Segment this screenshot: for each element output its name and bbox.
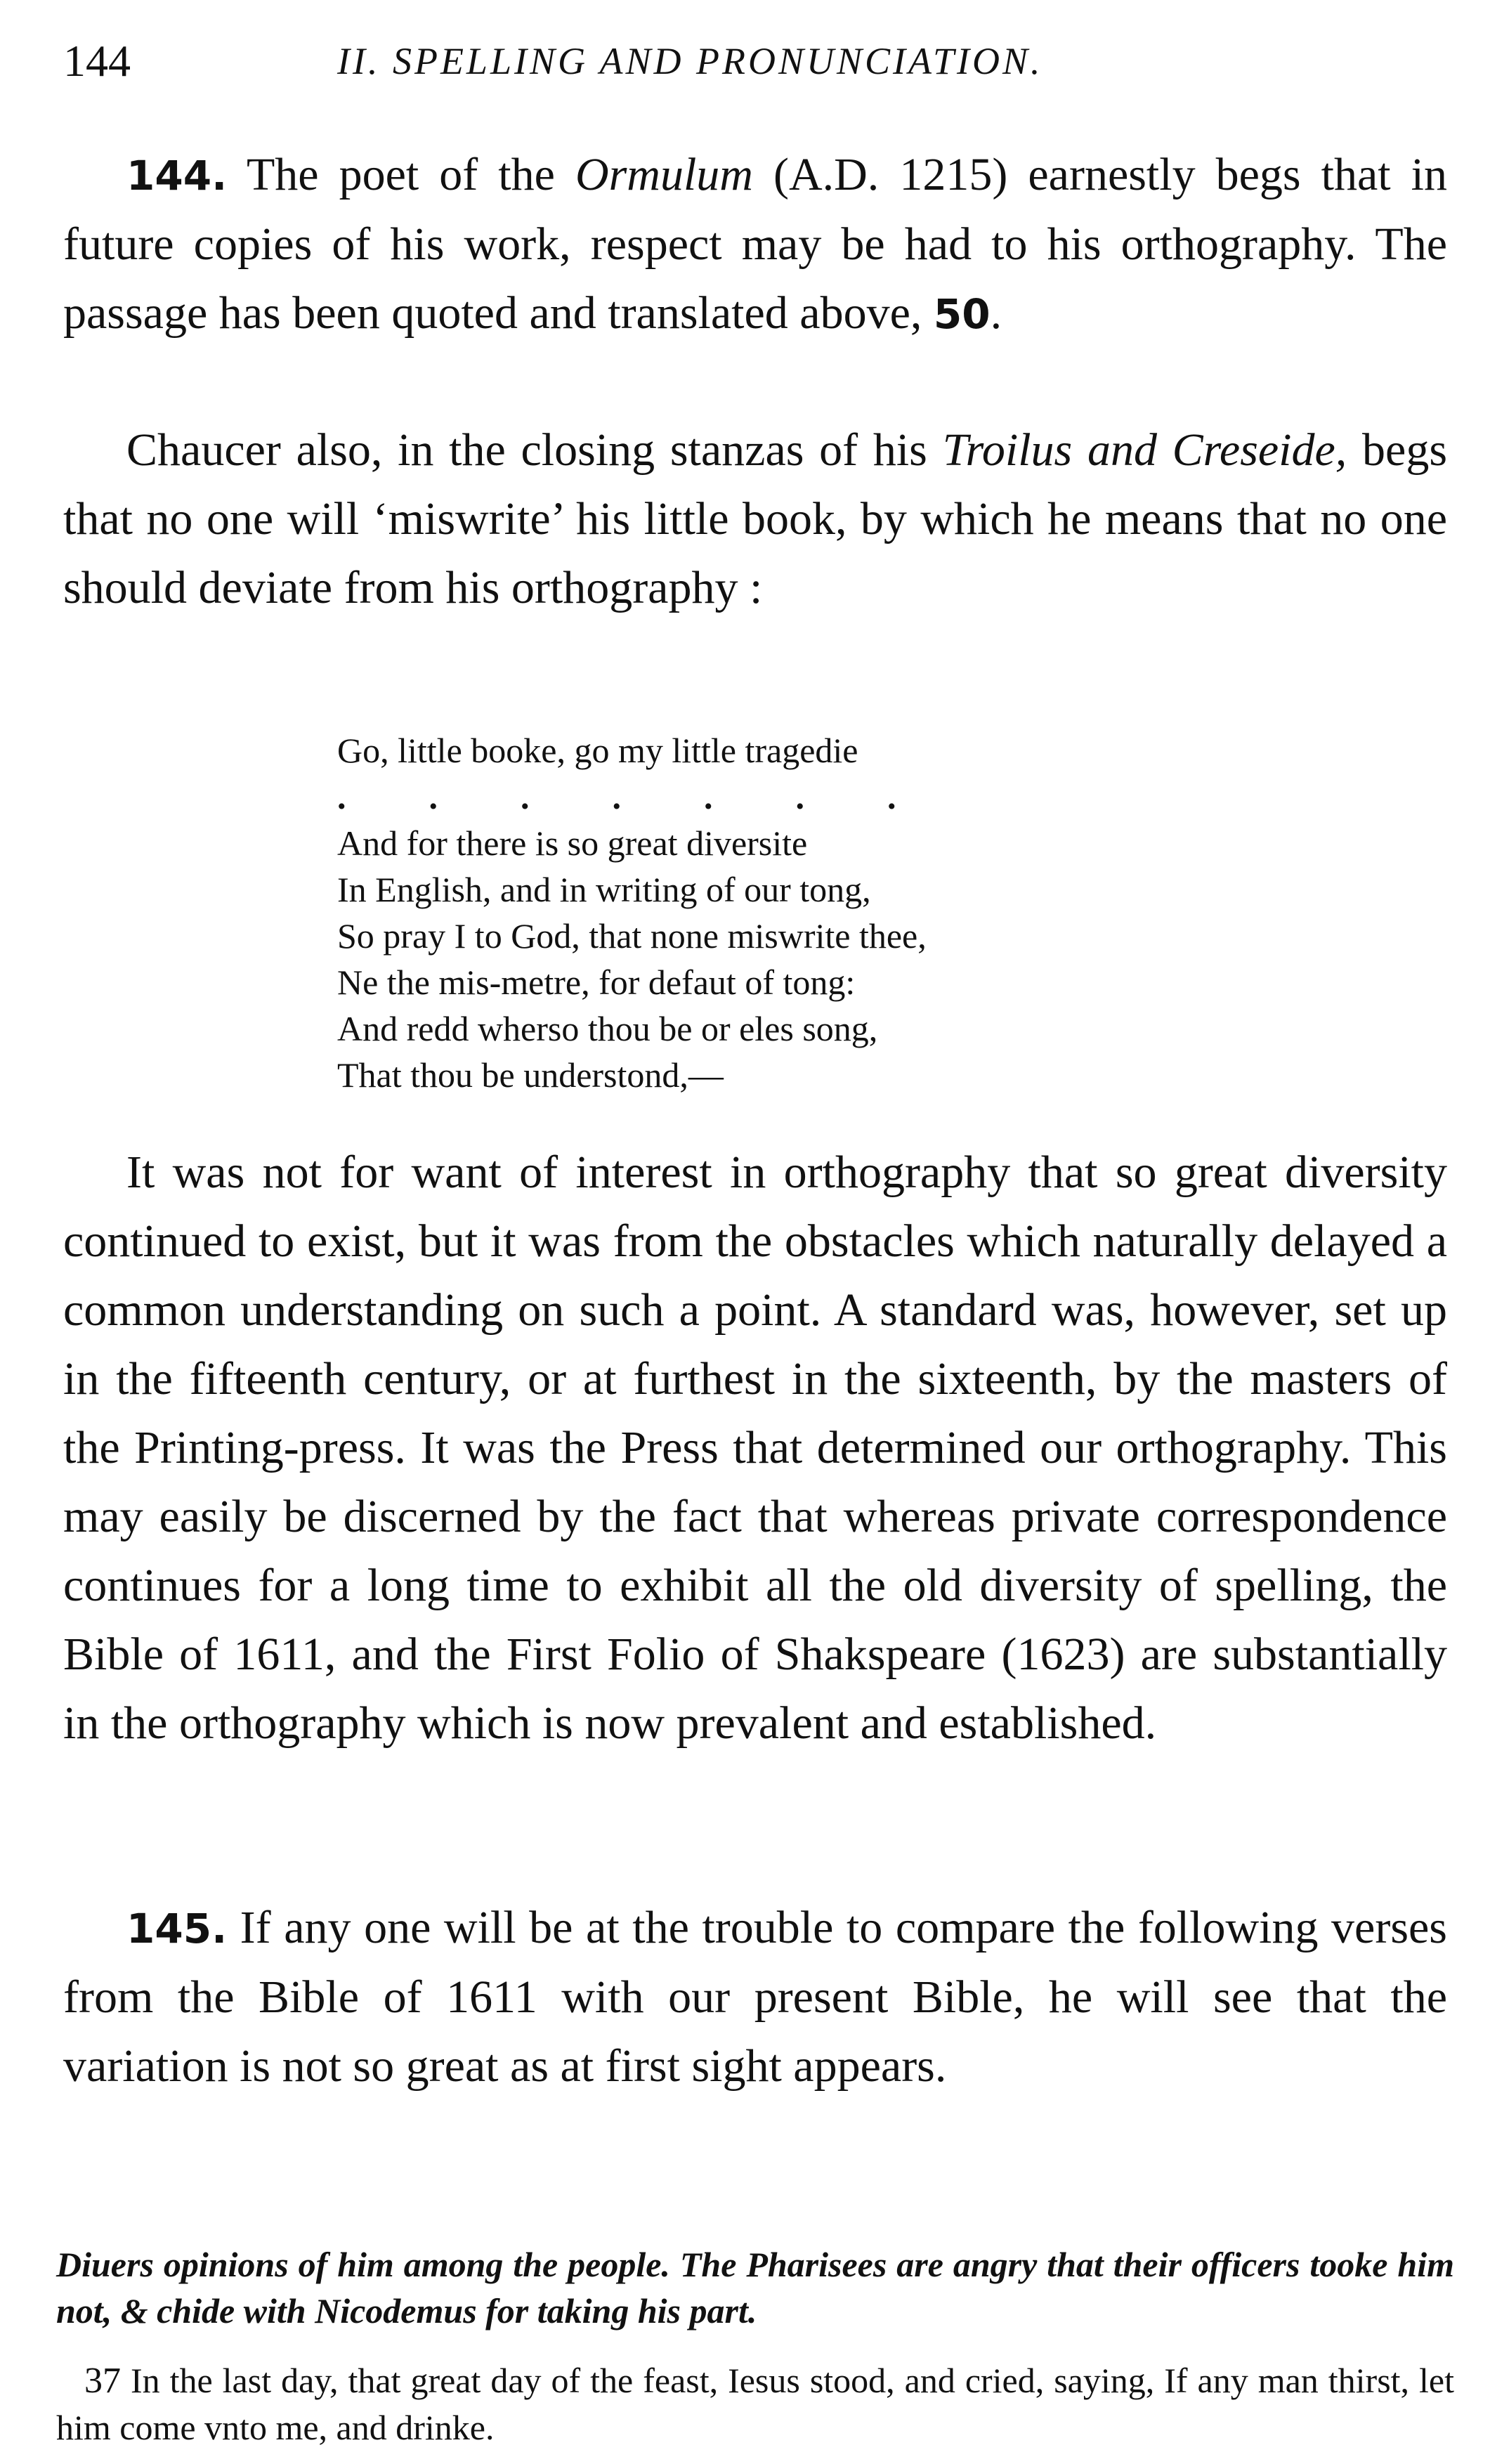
verse-line: In English, and in writing of our tong, (337, 870, 871, 909)
paragraph-text: Chaucer also, in the closing stanzas of his (126, 424, 943, 476)
bible-verse (56, 2357, 1454, 2451)
paragraph-text: The poet of the (227, 149, 575, 200)
verse-line: That thou be understond,— (337, 1055, 724, 1095)
date: A.D. 1215 (788, 149, 993, 200)
page-header (42, 35, 1447, 98)
paragraph-text: If any one will be at the trouble to compare the following verses from the Bible of 1611 with our present Bible, he will see that the variation is not so great as at first sight appears. (63, 1902, 1447, 2092)
section-number: 144. (126, 152, 228, 200)
verse-line: Ne the mis-metre, for defaut of tong: (337, 963, 856, 1002)
chaucer-verse (337, 727, 1321, 1098)
paragraph-text: begs that no one will ‘miswrite’ his little book, by which he means that no one should deviate from his orthography : (63, 424, 1447, 613)
verse-number: 37 (84, 2361, 121, 2401)
running-head: II. SPELLING AND PRONUNCIATION. (337, 40, 1043, 82)
section-number: 145. (126, 1905, 228, 1953)
paragraph-printing-press: It was not for want of interest in orthography that so great diversity continued to exist, but it was from the obstacles which naturally delayed a common understanding on such a point. A standard was, however, set up in the fifteenth century, or at furthest in the sixteenth, by the masters of the Printing-press. It was the Press that determined our orthography. This may easily be discerned by the fact that whereas private correspondence continues for a long time to exhibit all the old diversity of spelling, the Bible of 1611, and the First Folio of Shakspeare (1623) are substantially in the orthography which is now prevalent and established. (63, 1147, 1447, 1749)
page-number: 144 (63, 36, 131, 86)
verse-ellipsis: . . . . . . . (337, 777, 898, 816)
paragraph-145 (63, 1893, 1447, 2101)
paragraph-chaucer (63, 416, 1447, 622)
verse-line: So pray I to God, that none miswrite thee, (337, 916, 927, 956)
verse-line: And redd wherso thou be or eles song, (337, 1009, 878, 1048)
paragraph-text: ( (752, 149, 789, 200)
verse-text: In the last day, that great day of the feast, Iesus stood, and cried, saying, If any man thirst, let him come vnto me, and drinke. (56, 2361, 1454, 2447)
verse-line: And for there is so great diversite (337, 823, 808, 863)
paragraph-144 (63, 141, 1447, 348)
work-title: Troilus and Creseide, (942, 424, 1347, 476)
paragraph-text: ) earnestly begs that in future copies of his work, respect may be had to his orthography. The passage has been quoted and translated above, (63, 149, 1447, 339)
work-title: Ormulum (575, 149, 753, 200)
bible-chapter-summary: Diuers opinions of him among the people. The Pharisees are angry that their officers tooke him not, & chide with Nicodemus for taking his part. (56, 2245, 1454, 2331)
verse-line: Go, little booke, go my little tragedie (337, 731, 858, 770)
cross-reference: 50 (933, 290, 991, 338)
paragraph-text: . (990, 287, 1002, 339)
